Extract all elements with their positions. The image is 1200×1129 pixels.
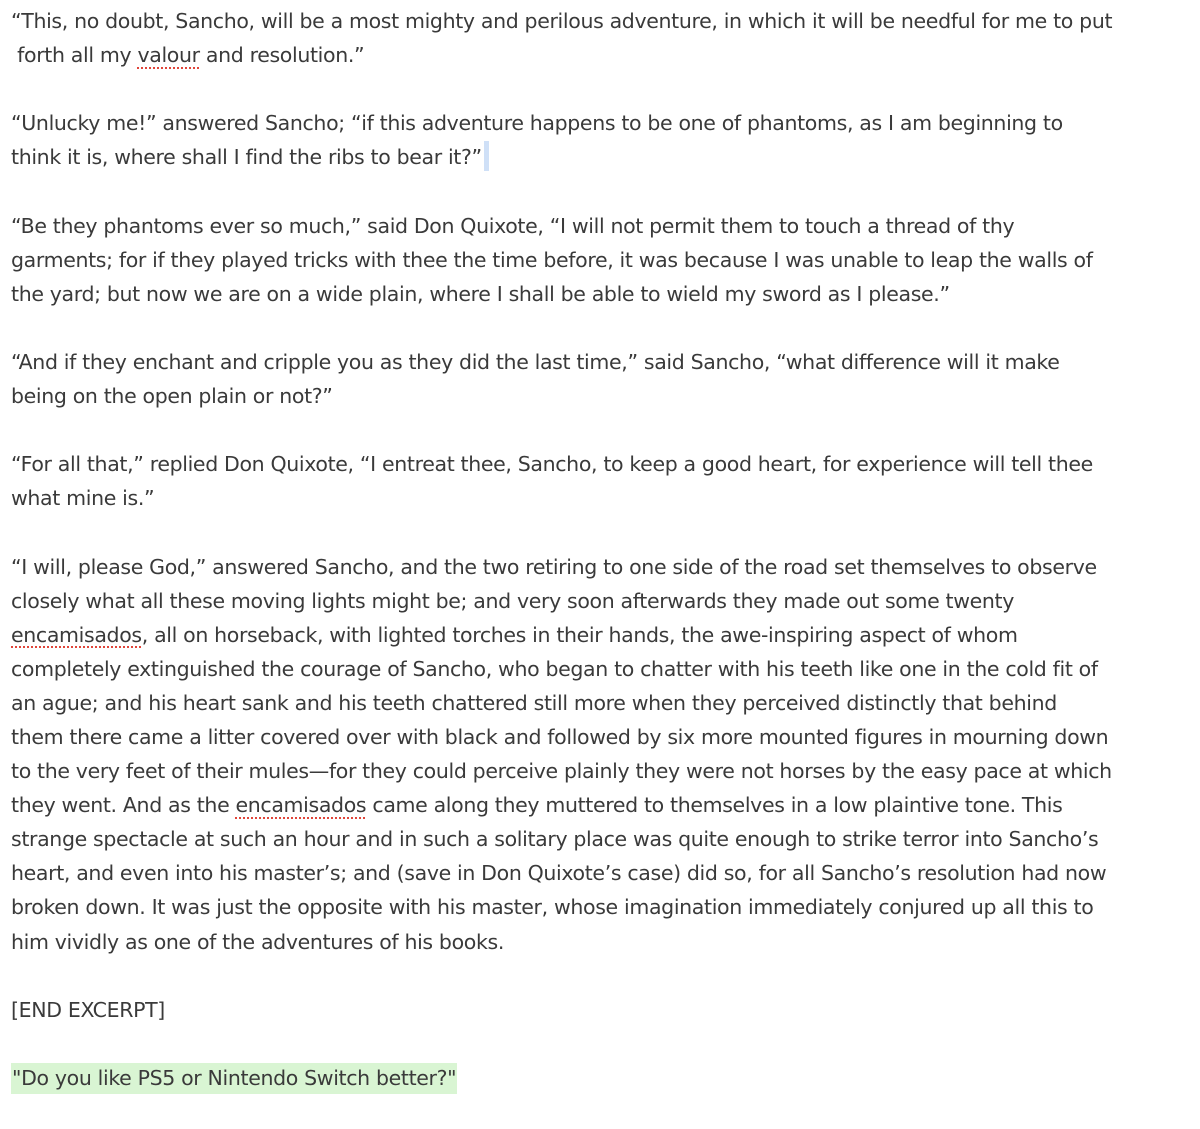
- paragraph-2: [11, 106, 1171, 174]
- paragraph-3: “Be they phantoms ever so much,” said Don Quixote, “I will not permit them to touch a thread of thy garments; for if they played tricks with thee the time before, it was because I was unable to leap the walls of the yard; but now we are on a wide plain, where I shall be able to wield my sword as I please.”: [11, 213, 1093, 306]
- document-body[interactable]: [11, 4, 1171, 1129]
- paragraph-5: “For all that,” replied Don Quixote, “I entreat thee, Sancho, to keep a good heart, for experience will tell thee what mine is.”: [11, 452, 1093, 511]
- question-line: [11, 1061, 1171, 1095]
- misspelled-word-encamisados-1[interactable]: encamisados: [11, 622, 142, 647]
- paragraph-6: [11, 550, 1171, 959]
- misspelled-word-valour[interactable]: valour: [137, 43, 200, 68]
- paragraph-1-text-b: and resolution.”: [199, 43, 365, 68]
- paragraph-6-text-c: came along they muttered to themselves in a low plaintive tone. This strange spectacle at such an hour and in such a solitary place was quite enough to strike terror into Sancho’s heart, and even into his master’s; and (save in Don Quixote’s case) did so, for all Sancho’s resolution had now broken down. It was just the opposite with his master, whose imagination immediately conjured up all this to him vividly as one of the adventures of his books.: [11, 793, 1107, 954]
- end-excerpt-marker: [END EXCERPT]: [11, 997, 165, 1022]
- paragraph-1: [11, 4, 1171, 72]
- text-cursor: [484, 141, 489, 171]
- paragraph-2-text: “Unlucky me!” answered Sancho; “if this adventure happens to be one of phantoms, as I am beginning to think it is, where shall I find the ribs to bear it?”: [11, 111, 1063, 170]
- paragraph-1-text-a: “This, no doubt, Sancho, will be a most mighty and perilous adventure, in which it will be needful for me to put forth all my: [11, 9, 1113, 68]
- misspelled-word-encamisados-2[interactable]: encamisados: [235, 793, 367, 818]
- highlighted-question[interactable]: "Do you like PS5 or Nintendo Switch better?": [11, 1063, 457, 1094]
- paragraph-6-text-b: , all on horseback, with lighted torches in their hands, the awe-inspiring aspect of whom completely extinguished the courage of Sancho, who began to chatter with his teeth like one in the cold fit of an ague; and his heart sank and his teeth chattered still more when they perceived distinctly that behind them there came a litter covered over with black and followed by six more mounted figures in mourning down to the very feet of their mules—for they could perceive plainly they were not horses by the easy pace at which they went. And as the: [11, 622, 1112, 818]
- paragraph-6-text-a: “I will, please God,” answered Sancho, and the two retiring to one side of the road set themselves to observe closely what all these moving lights might be; and very soon afterwards they made out some twenty: [11, 554, 1097, 613]
- paragraph-4: “And if they enchant and cripple you as they did the last time,” said Sancho, “what difference will it make being on the open plain or not?”: [11, 349, 1060, 409]
